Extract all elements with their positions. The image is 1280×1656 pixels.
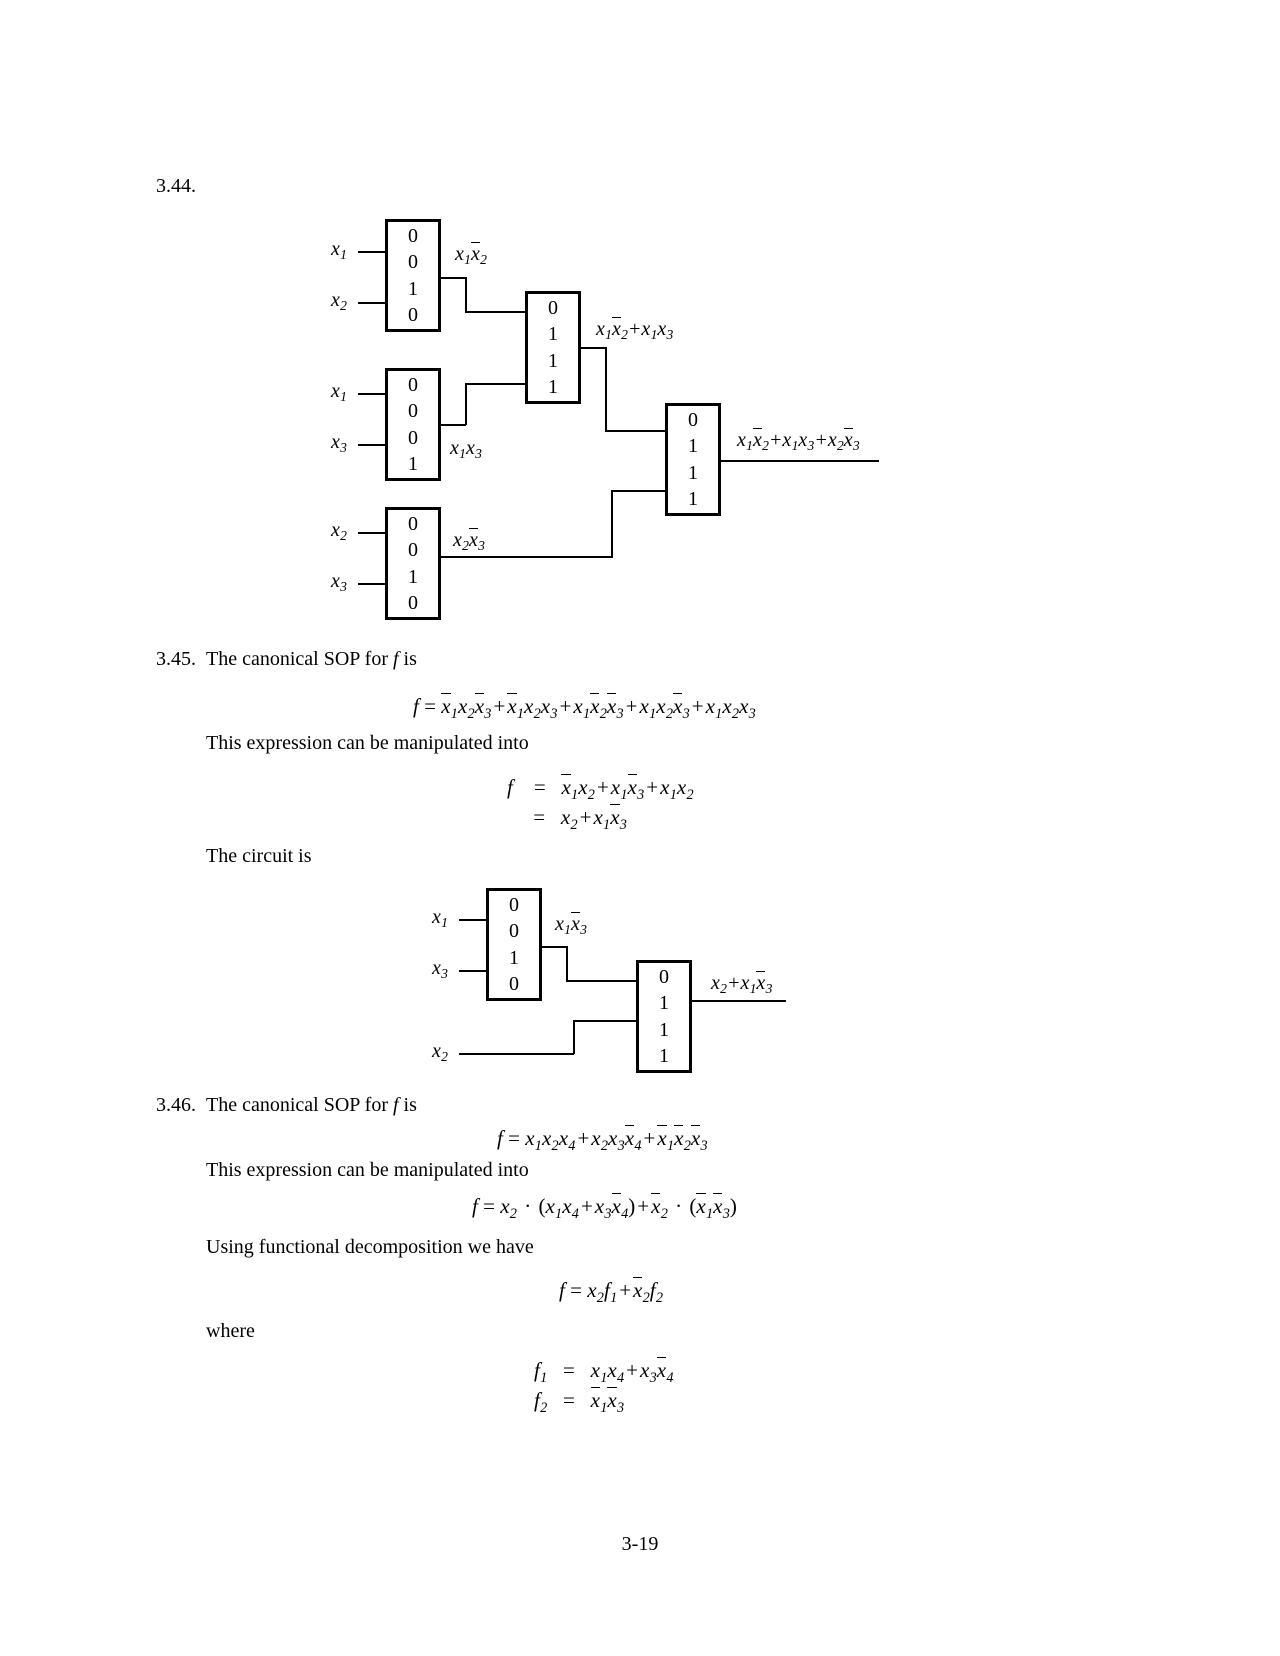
gate-4-row-2: 1 [688, 461, 698, 484]
gate-1-row-2: 1 [408, 277, 418, 300]
wire-g2-out-v-344 [605, 347, 607, 431]
wire-x1-gate1-344 [358, 251, 386, 253]
input-label-x2-gate1-344: $x_2$ [331, 289, 347, 314]
wire-g1-out-v-344 [465, 277, 467, 312]
wire-x2-h1-345 [459, 1053, 574, 1055]
gate-4-row-1: 1 [688, 435, 698, 458]
wire-g2-out-h1-344 [580, 347, 606, 349]
gate-4-row-0: 0 [688, 408, 698, 431]
wire-g3-out-v-344 [465, 383, 467, 425]
gate-1-345-row-3: 0 [509, 972, 519, 995]
gate-1-345-row-2: 1 [509, 946, 519, 969]
gate-5-row-0: 0 [408, 512, 418, 535]
signal-label-g2-344: $x_1x_2+x_1x_3$ [596, 318, 674, 343]
wire-g1-out-v-345 [566, 946, 568, 981]
problem-346-where-text: where [206, 1320, 255, 1342]
gate-1-row-1: 0 [408, 251, 418, 274]
gate-2-row-1: 1 [548, 323, 558, 346]
problem-345-circuit-text: The circuit is [206, 845, 312, 867]
gate-4-row-3: 1 [688, 487, 698, 510]
gate-2-345-row-0: 0 [659, 965, 669, 988]
problem-number-344: 3.44. [156, 175, 196, 197]
wire-g5-out-h1-344 [440, 556, 613, 558]
gate-2-345 [636, 960, 692, 1073]
wire-g5-out-h2-344 [611, 490, 667, 492]
gate-2-row-3: 1 [548, 375, 558, 398]
gate-5-344 [385, 507, 441, 620]
input-label-x3-gate1-345: $x_3$ [432, 957, 448, 982]
signal-label-g4-344: $x_1x_2+x_1x_3+x_2x_3$ [737, 429, 860, 454]
problem-346-manipulate-text: This expression can be manipulated into [206, 1159, 529, 1181]
gate-2-344 [525, 291, 581, 404]
gate-5-row-3: 0 [408, 591, 418, 614]
gate-1-row-3: 0 [408, 303, 418, 326]
problem-345-manipulate-text: This expression can be manipulated into [206, 732, 529, 754]
wire-g1-out-h2-344 [465, 311, 527, 313]
input-label-x1-gate3-344: $x_1$ [331, 380, 347, 405]
signal-label-g2-345: $x_2+x_1x_3$ [711, 972, 773, 997]
gate-3-row-0: 0 [408, 373, 418, 396]
input-label-x2-gate5-344: $x_2$ [331, 519, 347, 544]
wire-g5-out-v-344 [611, 490, 613, 557]
problem-number-345: 3.45. [156, 648, 196, 670]
equation-346-canonical-sop: $f = x_1x_2x_4+x_2x_3x_4+x_1x_2x_3$ [497, 1126, 708, 1154]
gate-1-row-0: 0 [408, 224, 418, 247]
problem-346-decomposition-text: Using functional decomposition we have [206, 1236, 534, 1258]
problem-346-intro: The canonical SOP for f is [206, 1094, 417, 1116]
gate-2-345-row-2: 1 [659, 1018, 669, 1041]
wire-g1-out-h2-345 [566, 980, 638, 982]
signal-label-g3-344: $x_1x_3$ [450, 437, 482, 462]
wire-x2-gate1-344 [358, 302, 386, 304]
wire-g2-output-345 [691, 1000, 786, 1002]
gate-2-row-0: 0 [548, 296, 558, 319]
input-label-x1-gate1-345: $x_1$ [432, 906, 448, 931]
problem-345-intro: The canonical SOP for f is [206, 648, 417, 670]
signal-label-g1-344: $x_1x_2$ [455, 243, 487, 268]
wire-g3-out-h2-344 [465, 383, 527, 385]
gate-3-row-1: 0 [408, 400, 418, 423]
wire-g3-out-h1-344 [440, 424, 466, 426]
wire-g1-out-h1-344 [440, 277, 466, 279]
input-label-x3-gate3-344: $x_3$ [331, 431, 347, 456]
gate-1-344 [385, 219, 441, 332]
signal-label-g5-344: $x_2x_3$ [453, 529, 485, 554]
wire-g2-out-h2-344 [605, 430, 667, 432]
equation-346-f2: $f_2$ = $x_1x_3$ [534, 1388, 625, 1416]
equation-345-manip-line-1: f = $x_1x_2+x_1x_3+x_1x_2$ [507, 775, 694, 803]
signal-label-g1-345: $x_1x_3$ [555, 913, 587, 938]
gate-1-345-row-0: 0 [509, 893, 519, 916]
gate-2-345-row-3: 1 [659, 1044, 669, 1067]
page-footer: 3-19 [621, 1533, 659, 1555]
gate-1-345-row-1: 0 [509, 920, 519, 943]
wire-x2-h2-345 [573, 1020, 638, 1022]
gate-2-row-2: 1 [548, 349, 558, 372]
equation-346-f1: $f_1$ = $x_1x_4+x_3x_4$ [534, 1358, 674, 1386]
input-label-x3-gate5-344: $x_3$ [331, 570, 347, 595]
wire-x3-gate3-344 [358, 444, 386, 446]
gate-4-344 [665, 403, 721, 516]
input-label-x1-gate1-344: $x_1$ [331, 238, 347, 263]
wire-x2-gate5-344 [358, 532, 386, 534]
gate-5-row-2: 1 [408, 565, 418, 588]
equation-346-decomposed: $f = x_2f_1+x_2f_2$ [559, 1278, 664, 1306]
input-label-x2-345: $x_2$ [432, 1040, 448, 1065]
wire-x2-v-345 [573, 1020, 575, 1054]
wire-g4-output-344 [720, 460, 879, 462]
wire-x3-gate5-344 [358, 583, 386, 585]
gate-3-344 [385, 368, 441, 481]
wire-x1-gate3-344 [358, 393, 386, 395]
wire-g1-out-h1-345 [541, 946, 567, 948]
wire-x3-gate1-345 [459, 970, 487, 972]
problem-number-346: 3.46. [156, 1094, 196, 1116]
gate-2-345-row-1: 1 [659, 992, 669, 1015]
gate-5-row-1: 0 [408, 539, 418, 562]
wire-x1-gate1-345 [459, 919, 487, 921]
equation-345-manip-line-2: = $x_2+x_1x_3$ [533, 805, 627, 833]
gate-1-345 [486, 888, 542, 1001]
equation-345-canonical-sop: $f = x_1x_2x_3+x_1x_2x_3+x_1x_2x_3+x_1x_2x_3+x_1x_2x_3$ [413, 694, 756, 722]
equation-346-factored: $f = x_2 \cdot (x_1x_4+x_3x_4)+x_2 \cdot (x_1x_3)$ [472, 1194, 737, 1222]
gate-3-row-3: 1 [408, 452, 418, 475]
gate-3-row-2: 0 [408, 426, 418, 449]
